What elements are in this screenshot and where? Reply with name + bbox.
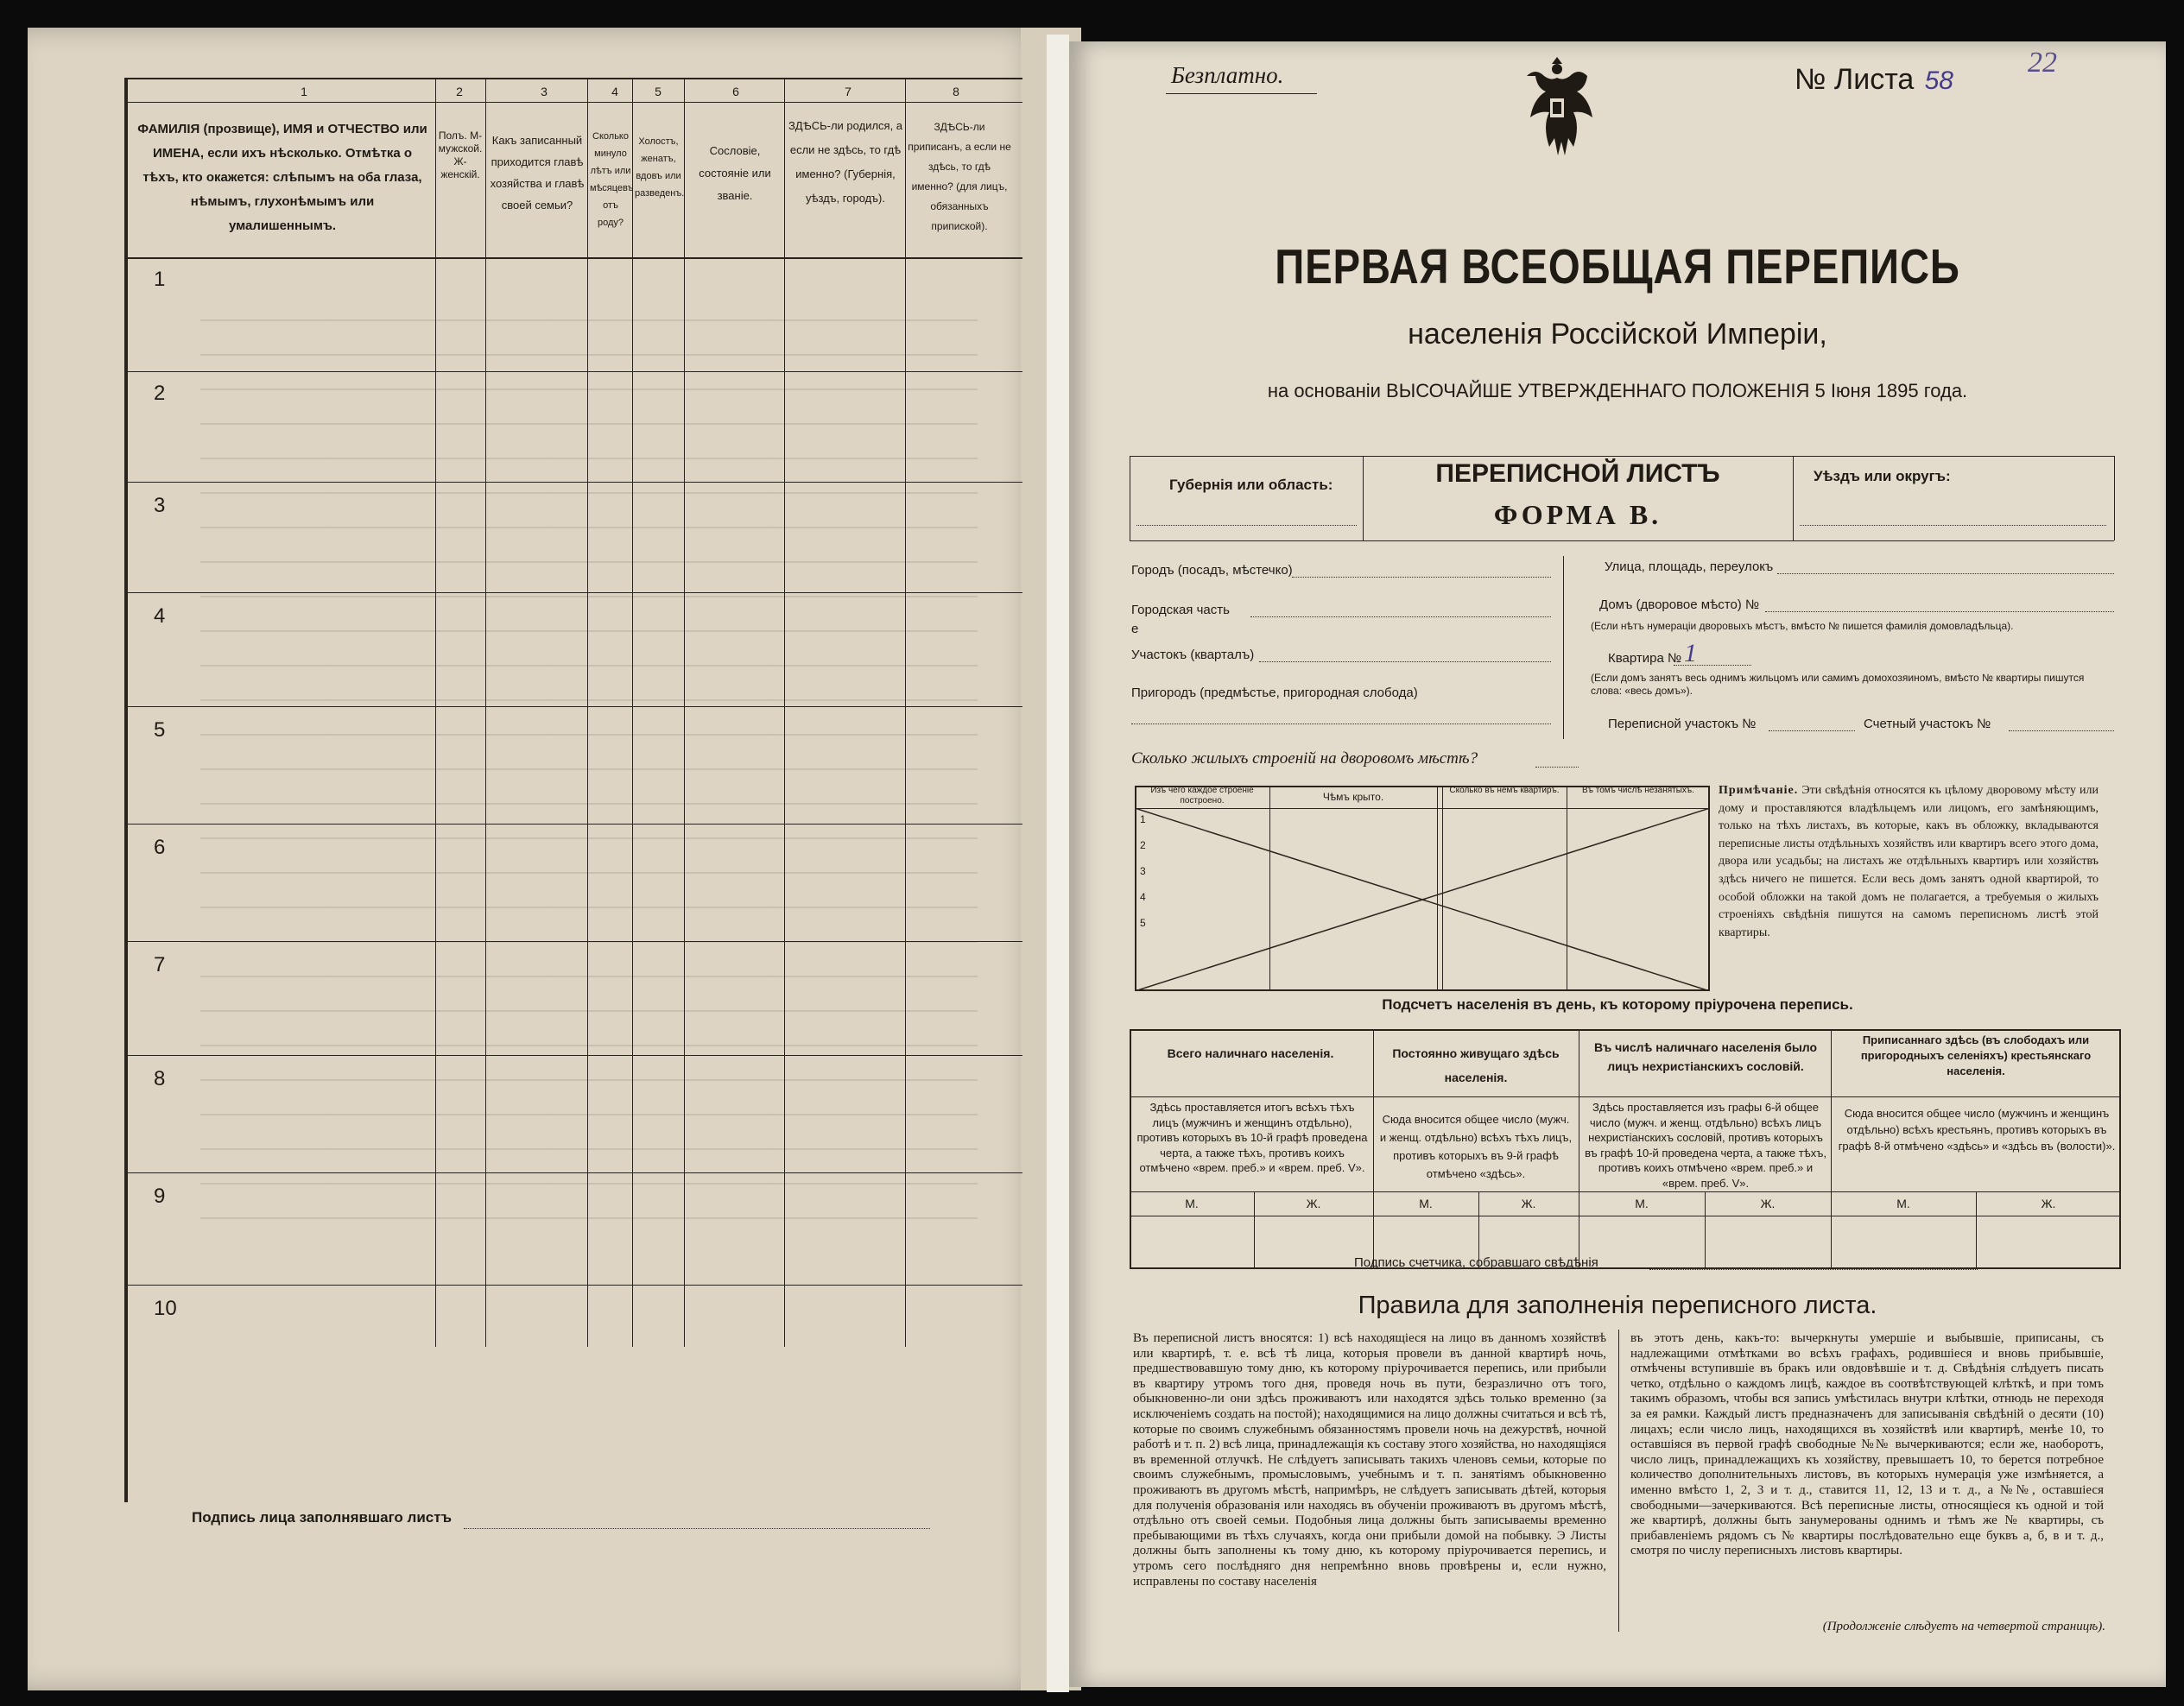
free-label: Безплатно. <box>1171 62 1284 88</box>
row-number: 9 <box>154 1185 166 1208</box>
perepisnoi-uchastok-label: Переписной участокъ № <box>1608 717 1757 731</box>
count-header-peasants: Приписаннаго здѣсь (въ слободахъ или пригородныхъ селеніяхъ) крестьянскаго населенія. <box>1860 1033 2092 1077</box>
col-number-5: 5 <box>655 85 662 98</box>
buildings-header-roof: Чѣмъ крыто. <box>1322 791 1384 803</box>
rules-continue-note: (Продолженіе слѣдуетъ на четвертой страницѣ). <box>1822 1620 2105 1633</box>
sex-f-label: Ж. <box>1760 1197 1776 1210</box>
sheet-no-value: 58 <box>1924 66 1953 95</box>
count-desc-peasants: Сюда вносится общее число (мужчинъ и женщинъ отдѣльно) всѣхъ крестьянъ, противъ которыхъ въ графѣ 8-й отмѣчено «здѣсь» и «здѣсь въ (волости)». <box>1838 1107 2116 1153</box>
sex-m-label: М. <box>1896 1197 1910 1210</box>
buildings-header-vacant: Въ томъ числѣ незанятыхъ. <box>1582 786 1694 795</box>
row-number: 10 <box>154 1297 177 1320</box>
right-page <box>1069 41 2166 1687</box>
prigorod-label: Пригородъ (предмѣстье, пригородная слобода) <box>1131 686 1418 700</box>
census-subtitle: населенія Россійской Имперіи, <box>1408 318 1827 351</box>
col3-header: Какъ записанный приходится главѣ хозяйства и главѣ своей семьи? <box>490 134 585 212</box>
row-number: 1 <box>154 268 166 291</box>
dom-label: Домъ (дворовое мѣсто) № <box>1599 597 1760 612</box>
buildings-row-number: 2 <box>1140 839 1146 851</box>
census-title: ПЕРВАЯ ВСЕОБЩАЯ ПЕРЕПИСЬ <box>1275 239 1960 294</box>
count-header-permanent: Постоянно живущаго здѣсь населенія. <box>1392 1046 1560 1084</box>
col-number-3: 3 <box>541 85 548 98</box>
buildings-note <box>1719 782 2099 942</box>
rules-column-2: въ этотъ день, какъ-то: вычеркнуты умершіе и выбывшіе, приписаны, съ надлежащими отмѣтками во всѣхъ графахъ, родившіеся и вновь прибывшіе, отмѣчены вступившіе въ бракъ или овдовѣвшіе и т. д. Свѣдѣнія слѣдуетъ писать четко, отдѣльно о каждомъ лицѣ, каждое въ соотвѣтствующей клѣткѣ, и при томъ такимъ образомъ, чтобы вся запись умѣстилась внутри клѣтки, отнюдь не переходя за ея рамки. Каждый листъ предназначенъ для записыванія свѣдѣній о десяти (10) лицахъ; если число лицъ, находящихся въ хозяйствѣ или квартирѣ, менѣе 10, то оставшіяся въ первой графѣ свободные №№ вычеркиваются; если же, наоборотъ, число лицъ, принадлежащихъ къ хозяйству, превышаетъ 10, то берется потребное количество дополнительныхъ листовъ, въ которыхъ нумерація уже измѣняется, а именно вмѣсто 1, 2, 3 и т. д., ставится 11, 12, 13 и т. д., а №№, оставшіеся свободными—зачеркиваются. Всѣ переписные листы, относящіеся къ одной и той же квартирѣ, должны быть занумерованы однимъ и тѣмъ же № квартиры, съ прибавленіемъ рядомъ съ № квартиры послѣдовательно еще буквъ а, б, в и т. д., смотря по числу переписныхъ листовъ квартиры. <box>1630 1331 2104 1558</box>
uezd-label: Уѣздъ или округъ: <box>1814 468 1951 484</box>
city-label: Городъ (посадъ, мѣстечко) <box>1131 563 1293 578</box>
row-number: 8 <box>154 1067 166 1090</box>
count-desc-permanent: Сюда вносится общее число (мужч. и женщ. отдѣльно) всѣхъ тѣхъ лицъ, противъ которыхъ въ 9-й графѣ отмѣчено «здѣсь». <box>1379 1113 1573 1180</box>
city-part-label: Городская часть <box>1131 603 1230 617</box>
book-gutter <box>1047 35 1069 1692</box>
sheet-number-label <box>1795 55 1953 98</box>
kvartira-note: (Если домъ занятъ весь однимъ жильцомъ или самимъ домохозяиномъ, вмѣсто № квартиры пишутся слова: «весь домъ»). <box>1591 672 2085 697</box>
row-number: 6 <box>154 836 166 859</box>
rules-column-1: Въ переписной листъ вносятся: 1) всѣ находящіеся на лицо въ данномъ хозяйствѣ или квартирѣ, т. е. всѣ тѣ лица, которыя провели въ данной квартирѣ ночь, предшествовавшую тому дню, къ которому пріурочивается перепись, или прибыли въ квартиру утромъ того дня, проведя ночь въ пути, безразлично отъ того, обыкновенно-ли они здѣсь проживаютъ или находятся здѣсь только временно (за исключеніемъ создать на постой); находящимися на лицо должны считаться и всѣ тѣ, которые по своимъ служебнымъ обязанностямъ провели ночь на дежурствѣ, ночной работѣ и т. п. 2) всѣ лица, принадлежащія къ составу этого хозяйства, но находящіяся въ временной отлучкѣ. Не слѣдуетъ записывать такихъ членовъ семьи, которые по своимъ служебнымъ, промысловымъ, учебнымъ и т. п. занятіямъ обыкновенно проживаютъ въ другомъ мѣстѣ, напримѣръ, не слѣдуетъ записывать дѣтей, которыя для полученія образованія или находясь въ обученіи проживаютъ въ другомъ мѣстѣ, отдѣльно отъ своей семьи. Подобныя лица должны быть записываемы временно пребывающими въ тѣхъ случаяхъ, когда они прибыли домой на побывку. Э Листы должны быть заполнены къ тому дню, къ которому пріурочивается перепись, и утромъ сего послѣдняго дня непремѣнно вновь провѣрены и, если нужно, исправлены по составу населенія <box>1133 1331 1606 1589</box>
census-basis: на основаніи ВЫСОЧАЙШЕ УТВЕРЖДЕННАГО ПОЛОЖЕНІЯ 5 Іюня 1895 года. <box>1267 380 1968 401</box>
uchastok-label: Участокъ (кварталъ) <box>1131 648 1255 662</box>
col-number-7: 7 <box>845 85 851 98</box>
kvartira-value: 1 <box>1684 639 1697 667</box>
kvartira-label: Квартира № <box>1608 651 1682 666</box>
col2-header: Полъ. М-мужской. Ж-женскій. <box>438 130 483 180</box>
count-desc-total: Здѣсь проставляется итогъ всѣхъ тѣхъ лицъ (мужчинъ и женщинъ отдѣльно), противъ которыхъ въ 10-й графѣ проведена черта, а также тѣхъ, противъ коихъ отмѣчено «врем. преб.» и «врем. преб. V». <box>1136 1101 1368 1174</box>
sex-f-label: Ж. <box>1306 1197 1321 1210</box>
row-number: 4 <box>154 604 166 628</box>
row-number: 7 <box>154 953 166 976</box>
city-part-mark: е <box>1131 622 1139 636</box>
count-desc-nonchristian: Здѣсь проставляется изъ графы 6-й общее число (мужч. и женщ. отдѣльно) всѣхъ лицъ нехристіанскихъ сословій, противъ которыхъ въ графѣ 10-й проведена черта, а также тѣхъ, противъ коихъ отмѣчено «врем. преб.» и «врем. преб. V». <box>1585 1101 1826 1190</box>
count-header-total: Всего наличнаго населенія. <box>1167 1046 1334 1060</box>
buildings-question: Сколько жилыхъ строеній на дворовомъ мѣстѣ? <box>1131 749 1478 768</box>
street-label: Улица, площадь, переулокъ <box>1605 559 1774 574</box>
form-title: ПЕРЕПИСНОЙ ЛИСТЪ <box>1435 459 1720 488</box>
sex-f-label: Ж. <box>2041 1197 2056 1210</box>
col1-header: ФАМИЛІЯ (прозвище), ИМЯ и ОТЧЕСТВО или ИМЕНА, если ихъ нѣсколько. Отмѣтка о тѣхъ, кто окажется: слѣпымъ на оба глаза, нѣмымъ, глухонѣмымъ или умалишеннымъ. <box>137 122 427 233</box>
buildings-row-number: 1 <box>1140 813 1146 825</box>
double-headed-eagle-emblem <box>1510 50 1605 171</box>
buildings-row-number: 3 <box>1140 865 1146 877</box>
schetny-uchastok-label: Счетный участокъ № <box>1864 717 1991 731</box>
sex-m-label: М. <box>1419 1197 1433 1210</box>
gubernia-label: Губернія или область: <box>1169 477 1333 493</box>
buildings-row-number: 5 <box>1140 917 1146 929</box>
buildings-row-number: 4 <box>1140 891 1146 903</box>
col6-header: Сословіе, состояніе или званіе. <box>699 144 771 202</box>
form-subtitle: ФОРМА В. <box>1493 499 1662 530</box>
left-signature-label: Подпись лица заполнявшаго листъ <box>192 1509 452 1526</box>
col-number-1: 1 <box>301 85 307 98</box>
buildings-cross-out <box>1135 808 1710 991</box>
col7-header: ЗДѢСЬ-ли родился, а если не здѣсь, то гдѣ именно? (Губернія, уѣздъ, городъ). <box>788 119 903 205</box>
sex-m-label: М. <box>1185 1197 1199 1210</box>
col-number-4: 4 <box>611 85 618 98</box>
dom-note: (Если нѣтъ нумераціи дворовыхъ мѣстъ, вмѣсто № пишется фамилія домовладѣльца). <box>1591 620 2014 632</box>
col-number-8: 8 <box>953 85 959 98</box>
row-number: 2 <box>154 382 166 405</box>
col-number-6: 6 <box>732 85 739 98</box>
col-number-2: 2 <box>456 85 463 98</box>
buildings-header-apartments: Сколько въ немъ квартиръ. <box>1449 786 1560 795</box>
note-text: Эти свѣдѣнія относятся къ цѣлому дворовому мѣсту или дому и проставляются владѣльцемъ или лицомъ, его замѣняющимъ, только на тѣхъ листахъ, въ которые, какъ въ обложку, вкладываются переписные листы отдѣльныхъ хозяйствъ или квартиръ всего этого дома, двора или усадьбы; на листахъ же отдѣльныхъ квартиръ или хозяйствъ здѣсь ничего не пишется. Если весь домъ занятъ одной квартирой, то особой обложки на такой домъ не полагается, а требуемыя о жилыхъ строеніяхъ свѣдѣнія пишутся на самомъ переписномъ листѣ этой квартиры. <box>1719 784 2099 939</box>
count-header-nonchristian: Въ числѣ наличнаго населенія было лицъ нехристіанскихъ сословій. <box>1593 1040 1818 1073</box>
row-number: 3 <box>154 494 166 517</box>
show-through-texture <box>200 287 978 1236</box>
col4-header: Сколько минуло лѣтъ или мѣсяцевъ отъ роду? <box>590 131 634 228</box>
counter-sign-label: Подпись счетчика, собравшаго свѣдѣнія <box>1354 1255 1598 1270</box>
note-title: Примѣчаніе. <box>1719 784 1799 797</box>
rules-title: Правила для заполненія переписного листа. <box>1358 1292 1877 1319</box>
left-page <box>28 28 1043 1690</box>
sex-m-label: М. <box>1635 1197 1649 1210</box>
sheet-no-label: № Листа <box>1795 63 1915 96</box>
buildings-header-material: Изъ чего каждое строеніе построено. <box>1150 786 1254 806</box>
col8-header: ЗДѢСЬ-ли приписанъ, а если не здѣсь, то гдѣ именно? (для лицъ, обязанныхъ припиской). <box>908 121 1011 232</box>
sex-f-label: Ж. <box>1521 1197 1536 1210</box>
corner-number: 22 <box>2028 47 2057 79</box>
count-title: Подсчетъ населенія въ день, къ которому пріурочена перепись. <box>1382 996 1853 1013</box>
row-number: 5 <box>154 718 166 742</box>
col5-header: Холостъ, женатъ, вдовъ или разведенъ. <box>635 136 685 199</box>
